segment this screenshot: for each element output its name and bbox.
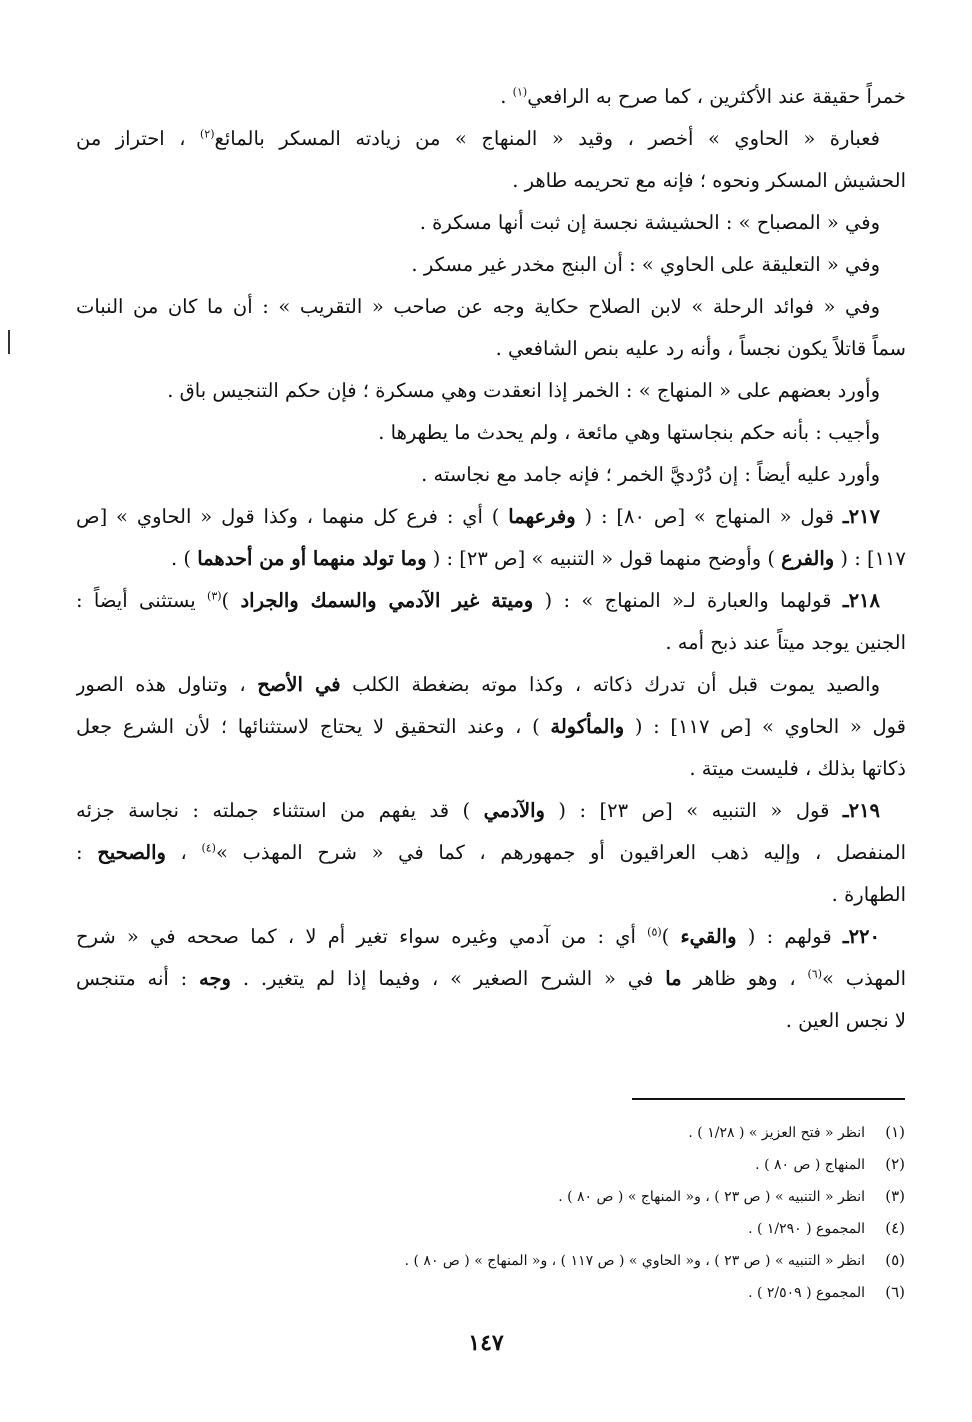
line-text: سماً قاتلاً يكون نجساً ، وأنه رد عليه بنص الشافعي . xyxy=(495,337,906,360)
line-text: ، احتراز من xyxy=(76,127,200,150)
footnote-number: (٢) xyxy=(885,1155,905,1173)
line-text: : xyxy=(76,841,98,864)
text-line xyxy=(76,580,906,622)
line-text: وفي « التعليقة على الحاوي » : أن البنج مخدر غير مسكر . xyxy=(411,253,880,276)
line-text: في « الشرح الصغير » ، وفيما إذا لم يتغير. . xyxy=(230,967,666,990)
text-line xyxy=(76,370,906,412)
line-text: ) ، وعند التحقيق لا يحتاج لاستثنائها ؛ لأن الشرع جعل xyxy=(76,715,551,738)
footnote-number: (٣) xyxy=(885,1187,905,1205)
quoted-term: وما تولد منهما أو من أحدهما xyxy=(197,547,427,570)
quoted-term: وجه xyxy=(199,967,231,990)
line-text: ) قد يفهم من استثناء جملته : نجاسة جزئه xyxy=(76,799,484,822)
line-text: قولهما والعبارة لـ« المنهاج » : ( xyxy=(533,589,843,612)
line-text: ١١٧] : ( xyxy=(834,547,906,570)
footnote-number: (١) xyxy=(885,1123,905,1141)
quoted-term: والصحيح xyxy=(97,841,166,864)
quoted-term: وفرعهما xyxy=(508,505,576,528)
line-text: الطهارة . xyxy=(831,883,906,906)
footnote xyxy=(200,1276,905,1308)
quoted-term: ما xyxy=(665,967,682,990)
line-text: قول « الحاوي » [ص ١١٧] : ( xyxy=(624,715,906,738)
line-text: قولهم : ( xyxy=(736,925,843,948)
footnote-text: انظر « فتح العزيز » ( ١/٢٨ ) . xyxy=(688,1125,865,1141)
footnote-number: (٤) xyxy=(885,1219,905,1237)
quoted-term: والآدمي xyxy=(483,799,545,822)
line-text: ) . xyxy=(171,547,198,570)
main-text xyxy=(76,76,906,1042)
footnote-ref[interactable]: (١) xyxy=(512,85,528,99)
footnote-text: المجموع ( ١/٢٩٠ ) . xyxy=(748,1221,865,1237)
footnote-ref[interactable]: (٤) xyxy=(201,841,216,855)
line-text: أي : من آدمي وغيره سواء تغير أم لا ، كما صححه في « شرح xyxy=(76,925,648,948)
line-text: خمراً حقيقة عند الأكثرين ، كما صرح به الرافعي xyxy=(527,85,906,108)
line-text: وأورد بعضهم على « المنهاج » : الخمر إذا انعقدت وهي مسكرة ؛ فإن حكم التنجيس باق . xyxy=(167,379,880,402)
footnote xyxy=(200,1180,905,1212)
line-text: ) وأوضح منهما قول « التنبيه » [ص ٢٣] : ( xyxy=(426,547,782,570)
footnote-number: (٥) xyxy=(885,1251,905,1269)
line-text: : أنه متنجس xyxy=(76,967,200,990)
footnote xyxy=(200,1116,905,1148)
entry-number: ٢١٨ـ xyxy=(842,589,880,612)
margin-mark xyxy=(8,330,10,354)
footnote xyxy=(200,1244,905,1276)
text-line xyxy=(76,496,906,538)
text-line xyxy=(76,958,906,1000)
line-text: وفي « المصباح » : الحشيشة نجسة إن ثبت أنها مسكرة . xyxy=(419,211,880,234)
line-text: ) xyxy=(661,925,681,948)
footnote-text: المجموع ( ٢/٥٠٩ ) . xyxy=(748,1285,865,1301)
quoted-term: وميتة غير الآدمي والسمك والجراد xyxy=(240,589,534,612)
text-line xyxy=(76,328,906,370)
line-text: ، وتناول هذه الصور xyxy=(76,673,258,696)
line-text: . xyxy=(500,85,513,108)
line-text: ذكاتها بذلك ، فليست ميتة . xyxy=(689,757,906,780)
text-line xyxy=(76,748,906,790)
footnote xyxy=(200,1148,905,1180)
text-line xyxy=(76,622,906,664)
line-text: وفي « فوائد الرحلة » لابن الصلاح حكاية وجه عن صاحب « التقريب » : أن ما كان من النبات xyxy=(76,295,880,318)
text-line xyxy=(76,1000,906,1042)
footnote-ref[interactable]: (٢) xyxy=(199,127,215,141)
text-line xyxy=(76,244,906,286)
footnote-text: المنهاج ( ص ٨٠ ) . xyxy=(755,1157,865,1173)
quoted-term: في الأصح xyxy=(257,673,341,696)
text-line xyxy=(76,916,906,958)
line-text: المنفصل ، وإليه ذهب العراقيون أو جمهورهم ، كما في « شرح المهذب » xyxy=(215,841,906,864)
footnote-text: انظر « التنبيه » ( ص ٢٣ ) ، و« الحاوي » ( ص ١١٧ ) ، و« المنهاج » ( ص ٨٠ ) . xyxy=(404,1253,865,1269)
text-line xyxy=(76,706,906,748)
footnote-ref[interactable]: (٥) xyxy=(647,925,662,939)
quoted-term: والفرع xyxy=(781,547,835,570)
text-line xyxy=(76,160,906,202)
line-text: قول « التنبيه » [ص ٢٣] : ( xyxy=(544,799,843,822)
footnotes xyxy=(200,1116,905,1308)
text-line xyxy=(76,538,906,580)
entry-number: ٢١٧ـ xyxy=(842,505,880,528)
text-line xyxy=(76,76,906,118)
text-line xyxy=(76,202,906,244)
line-text: ، xyxy=(165,841,202,864)
line-text: لا نجس العين . xyxy=(785,1009,906,1032)
line-text: ، وهو ظاهر xyxy=(681,967,808,990)
line-text: الحشيش المسكر ونحوه ؛ فإنه مع تحريمه طاهر . xyxy=(512,169,906,192)
text-line xyxy=(76,664,906,706)
text-line xyxy=(76,832,906,874)
line-text: ) أي : فرع كل منهما ، وكذا قول « الحاوي » [ص xyxy=(76,505,509,528)
line-text: المهذب » xyxy=(822,967,906,990)
line-text: وأورد عليه أيضاً : إن دُرْديَّ الخمر ؛ فإنه جامد مع نجاسته . xyxy=(421,463,880,486)
line-text: يستثنى أيضاً : xyxy=(76,589,208,612)
quoted-term: والقيء xyxy=(680,925,737,948)
line-text: الجنين يوجد ميتاً عند ذبح أمه . xyxy=(665,631,906,654)
text-line xyxy=(76,286,906,328)
footnote-text: انظر « التنبيه » ( ص ٢٣ ) ، و« المنهاج » ( ص ٨٠ ) . xyxy=(558,1189,865,1205)
footnote-number: (٦) xyxy=(885,1283,905,1301)
text-line xyxy=(76,412,906,454)
text-line xyxy=(76,118,906,160)
line-text: فعبارة « الحاوي » أخصر ، وقيد « المنهاج » من زيادته المسكر بالمائع xyxy=(214,127,880,150)
line-text: والصيد يموت قبل أن تدرك ذكاته ، وكذا موته بضغطة الكلب xyxy=(340,673,881,696)
quoted-term: والمأكولة xyxy=(550,715,625,738)
footnote-ref[interactable]: (٦) xyxy=(807,967,823,981)
footnote-separator xyxy=(632,1098,905,1100)
line-text: وأجيب : بأنه حكم بنجاستها وهي مائعة ، ولم يحدث ما يطهرها . xyxy=(378,421,880,444)
text-line xyxy=(76,454,906,496)
entry-number: ٢١٩ـ xyxy=(842,799,881,822)
footnote xyxy=(200,1212,905,1244)
line-text: ) xyxy=(221,589,241,612)
text-line xyxy=(76,874,906,916)
page-number: ١٤٧ xyxy=(468,1330,504,1356)
entry-number: ٢٢٠ـ xyxy=(842,925,880,948)
text-line xyxy=(76,790,906,832)
footnote-ref[interactable]: (٣) xyxy=(207,589,222,603)
line-text: قول « المنهاج » [ص ٨٠] : ( xyxy=(575,505,843,528)
